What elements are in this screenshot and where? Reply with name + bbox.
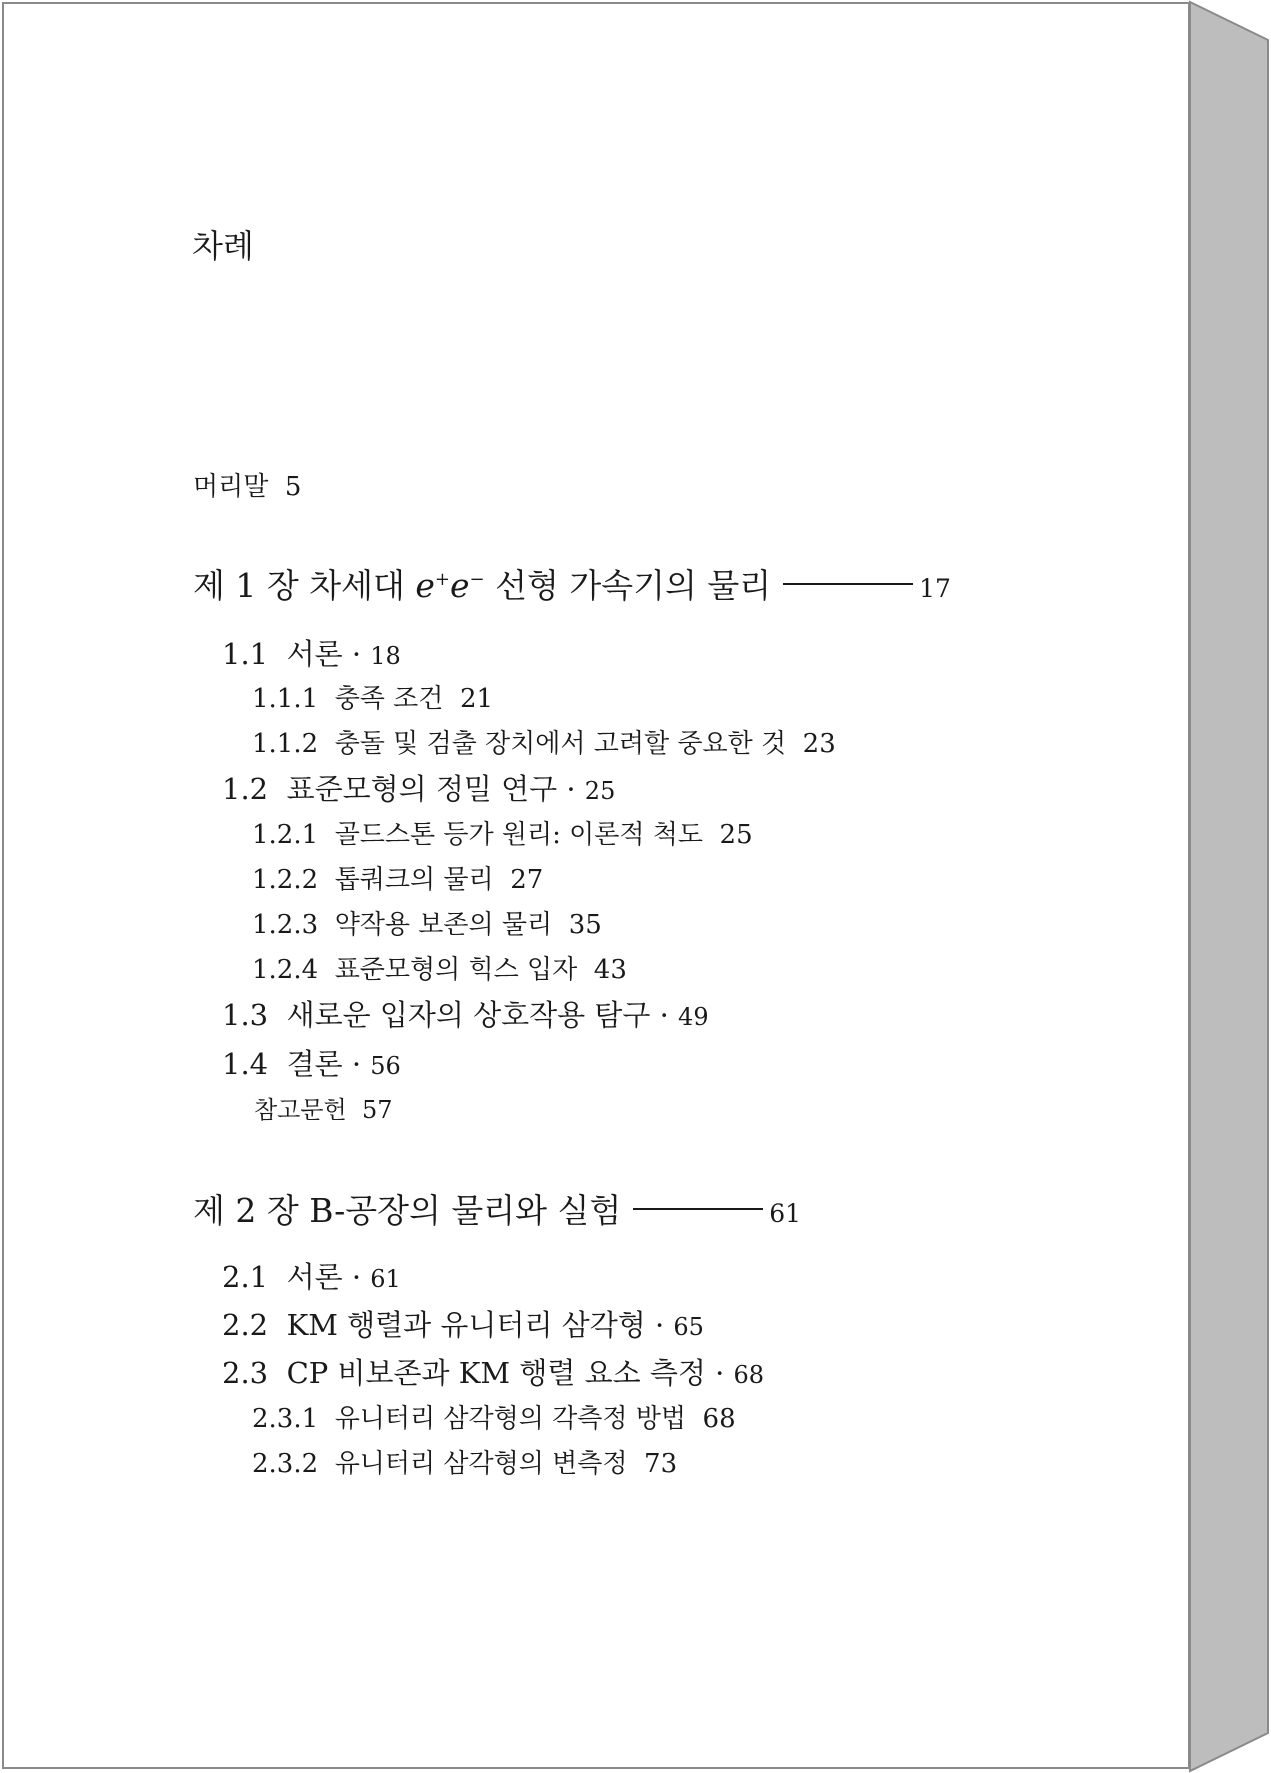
section-1-4: 1.4 결론 · 56 bbox=[222, 1047, 401, 1081]
section-2-3: 2.3 CP 비보존과 KM 행렬 요소 측정 · 68 bbox=[222, 1356, 765, 1390]
section-1-2: 1.2 표준모형의 정밀 연구 · 25 bbox=[222, 772, 616, 806]
section-1-1: 1.1 서론 · 18 bbox=[222, 637, 401, 671]
toc-heading: 차례 bbox=[192, 227, 254, 265]
section-2-2: 2.2 KM 행렬과 유니터리 삼각형 · 65 bbox=[222, 1308, 704, 1342]
math-e1: e bbox=[415, 566, 435, 605]
subsection-1-1-1: 1.1.1 충족 조건 21 bbox=[252, 684, 494, 714]
subsection-1-2-1: 1.2.1 골드스톤 등가 원리: 이론적 척도 25 bbox=[252, 820, 753, 850]
section-1-3: 1.3 새로운 입자의 상호작용 탐구 · 49 bbox=[222, 998, 709, 1032]
math-minus: − bbox=[469, 569, 485, 590]
chapter-2-prefix: 제 2 장 B-공장의 물리와 실험 bbox=[193, 1191, 622, 1230]
chapter-1-suffix: 선형 가속기의 물리 bbox=[484, 566, 772, 605]
chapter-1-page: 17 bbox=[919, 574, 951, 603]
chapter-1-prefix: 제 1 장 차세대 bbox=[193, 566, 416, 605]
preface-title: 머리말 bbox=[193, 472, 269, 502]
math-plus: + bbox=[434, 569, 450, 590]
chapter-2-title bbox=[193, 1191, 802, 1230]
subsection-1-2-4: 1.2.4 표준모형의 힉스 입자 43 bbox=[252, 955, 627, 985]
chapter-1-title bbox=[193, 566, 951, 605]
preface-page: 5 bbox=[284, 472, 302, 502]
section-2-1: 2.1 서론 · 61 bbox=[222, 1260, 401, 1294]
subsection-1-2-3: 1.2.3 약작용 보존의 물리 35 bbox=[252, 910, 602, 940]
subsection-2-3-1: 2.3.1 유니터리 삼각형의 각측정 방법 68 bbox=[252, 1404, 736, 1434]
leader-line bbox=[783, 583, 913, 585]
subsection-1-2-2: 1.2.2 톱쿼크의 물리 27 bbox=[252, 865, 544, 895]
book-page bbox=[2, 2, 1190, 1769]
toc-preface bbox=[193, 474, 301, 500]
subsection-1-1-2: 1.1.2 충돌 및 검출 장치에서 고려할 중요한 것 23 bbox=[252, 729, 836, 759]
subsection-2-3-2: 2.3.2 유니터리 삼각형의 변측정 73 bbox=[252, 1449, 678, 1479]
math-e2: e bbox=[449, 566, 470, 605]
chapter-2-page: 61 bbox=[769, 1199, 802, 1228]
references: 참고문헌 57 bbox=[254, 1096, 393, 1124]
leader-line bbox=[633, 1208, 763, 1210]
